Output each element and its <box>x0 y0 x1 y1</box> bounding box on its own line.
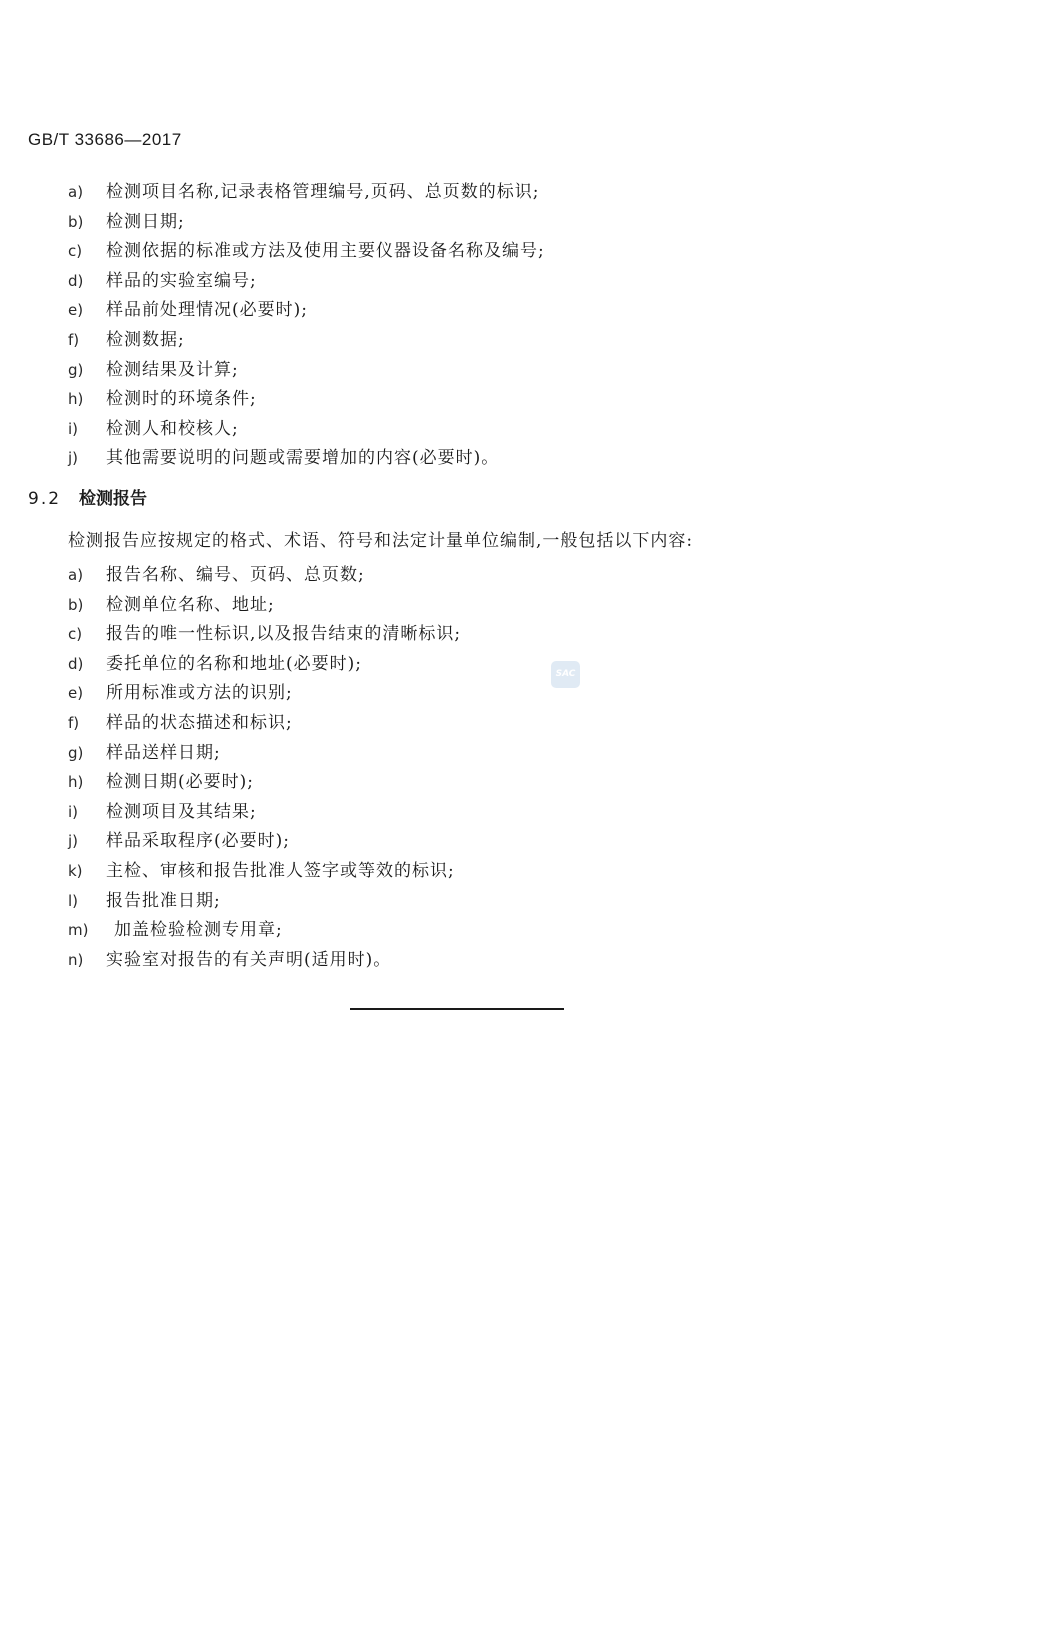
list-item-text: 委托单位的名称和地址(必要时); <box>106 653 362 674</box>
list-marker: k) <box>68 861 83 880</box>
clause-heading <box>28 484 147 509</box>
list-marker: c) <box>68 625 83 644</box>
list-item-text: 检测时的环境条件; <box>106 389 257 410</box>
list-marker: i) <box>68 802 79 821</box>
list-item <box>68 916 461 946</box>
list-item-text: 样品的实验室编号; <box>106 270 257 291</box>
list-item <box>68 356 545 386</box>
list-item-text: 检测日期(必要时); <box>106 772 254 793</box>
list-item <box>68 709 461 739</box>
list-item-text: 检测项目及其结果; <box>106 801 257 822</box>
list-item-text: 检测数据; <box>106 329 185 350</box>
list-item <box>68 591 461 621</box>
list-item <box>68 326 545 356</box>
list-item <box>68 827 461 857</box>
list-item <box>68 798 461 828</box>
list-item <box>68 444 545 474</box>
standard-number: GB/T 33686—2017 <box>28 130 182 149</box>
list-item-text: 检测项目名称,记录表格管理编号,页码、总页数的标识; <box>106 182 540 202</box>
list-item <box>68 768 461 798</box>
clause-number: 9.2 <box>28 489 62 509</box>
list-item-text: 报告批准日期; <box>106 890 221 911</box>
list-item-text: 检测人和校核人; <box>106 418 239 439</box>
list-marker: a) <box>68 183 84 201</box>
list-marker: n) <box>68 950 84 969</box>
list-item <box>68 650 461 680</box>
list-item <box>68 857 461 887</box>
list-marker: i) <box>68 419 79 438</box>
list-item <box>68 415 545 445</box>
list-marker: g) <box>68 743 84 762</box>
list-item-text: 检测依据的标准或方法及使用主要仪器设备名称及编号; <box>106 241 545 262</box>
list-item-text: 报告的唯一性标识,以及报告结束的清晰标识; <box>106 624 462 645</box>
list-item-text: 报告名称、编号、页码、总页数; <box>106 565 365 585</box>
list-marker: h) <box>68 773 84 792</box>
clause-intro-paragraph: 检测报告应按规定的格式、术语、符号和法定计量单位编制,一般包括以下内容: <box>68 531 694 551</box>
watermark-text: SAC <box>555 669 576 679</box>
list-item-text: 检测单位名称、地址; <box>106 594 275 615</box>
list-item-text: 主检、审核和报告批准人签字或等效的标识; <box>106 860 455 881</box>
list-item <box>68 946 461 976</box>
list-marker: h) <box>68 390 84 409</box>
list-item <box>68 739 461 769</box>
list-item-text: 样品前处理情况(必要时); <box>106 300 308 321</box>
list-item <box>68 208 545 238</box>
record-content-list <box>68 178 545 474</box>
list-item <box>68 620 461 650</box>
list-item-text: 样品送样日期; <box>106 742 221 763</box>
list-marker: j) <box>68 832 79 851</box>
list-marker: e) <box>68 301 84 320</box>
list-item-text: 检测结果及计算; <box>106 359 239 380</box>
list-marker: b) <box>68 212 84 231</box>
list-marker: f) <box>68 330 80 349</box>
list-item-text: 样品的状态描述和标识; <box>106 712 293 733</box>
report-content-list <box>68 561 461 975</box>
list-marker: d) <box>68 654 84 673</box>
list-item-text: 其他需要说明的问题或需要增加的内容(必要时)。 <box>106 448 500 469</box>
list-item <box>68 887 461 917</box>
clause-title: 检测报告 <box>79 489 148 509</box>
list-item-text: 检测日期; <box>106 211 185 232</box>
list-marker: l) <box>68 891 79 910</box>
list-item <box>68 679 461 709</box>
list-marker: j) <box>68 449 79 468</box>
list-item <box>68 385 545 415</box>
list-marker: m) <box>68 921 89 940</box>
list-item-text: 样品采取程序(必要时); <box>106 831 290 852</box>
list-item <box>68 296 545 326</box>
list-item <box>68 561 461 591</box>
sac-watermark-logo <box>551 661 580 688</box>
list-marker: e) <box>68 684 84 703</box>
list-item-text: 实验室对报告的有关声明(适用时)。 <box>106 949 392 970</box>
list-marker: g) <box>68 360 84 379</box>
list-item-text: 加盖检验检测专用章; <box>114 920 283 941</box>
list-marker: f) <box>68 713 80 732</box>
list-item <box>68 178 545 208</box>
list-marker: d) <box>68 271 84 290</box>
list-marker: a) <box>68 566 84 584</box>
end-of-document-rule <box>350 1008 564 1010</box>
list-marker: c) <box>68 242 83 261</box>
list-item-text: 所用标准或方法的识别; <box>106 683 293 704</box>
list-item <box>68 267 545 297</box>
list-marker: b) <box>68 595 84 614</box>
list-item <box>68 237 545 267</box>
